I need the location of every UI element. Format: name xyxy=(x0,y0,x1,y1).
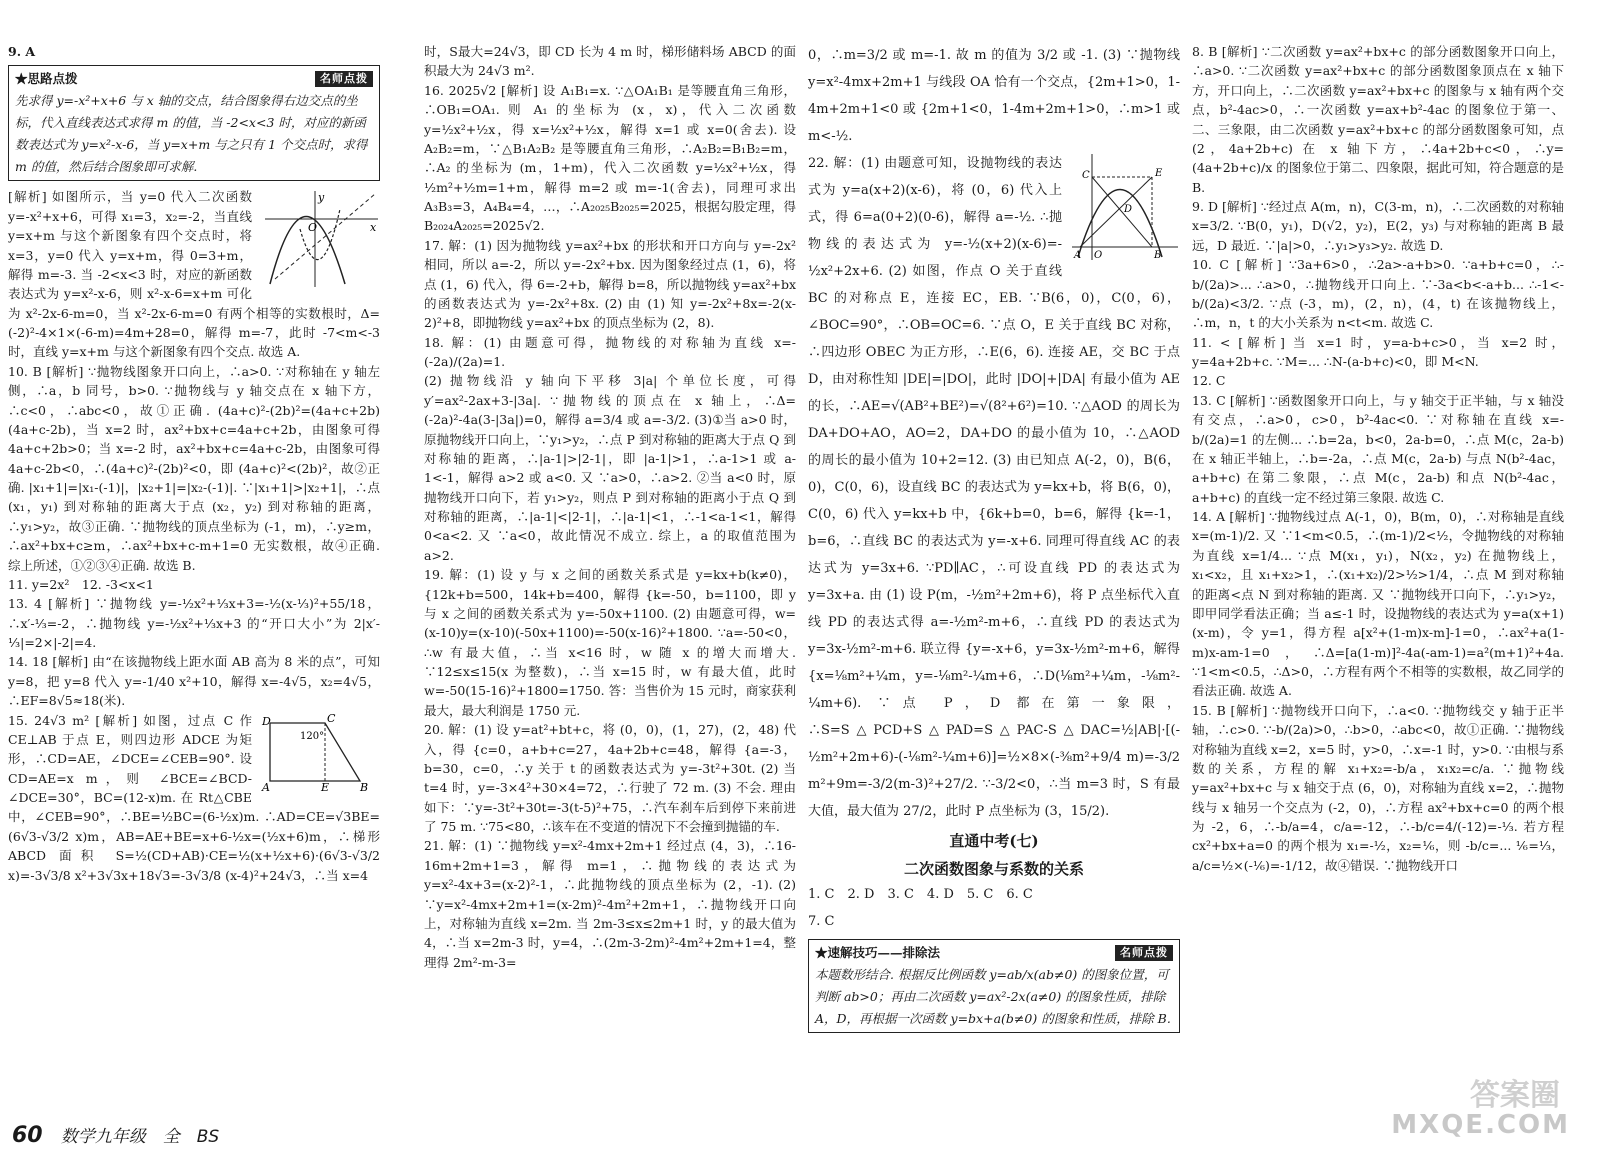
tip-badge-2: 名师点拨 xyxy=(1115,945,1173,961)
watermark-url: MXQE.COM xyxy=(1391,1110,1570,1140)
graph1-origin-label: O xyxy=(308,221,318,235)
solution-10: 10. B [解析] ∵抛物线图象开口向上，∴a>0. ∵对称轴在 y 轴左侧，∴a，b 同号，b>0. ∵抛物线与 y 轴交点在 x 轴下方，∴c<0，∴abc<0，故①正确. (4a+c)²-(2b)²=(4a+c+2b)(4a+c-2b)，当 x=2 时，ax²+bx+c=4a+c+2b，由图象可得 4a+c+2b>0；当 x=-2 时，ax²+bx+c=4a+c-2b，由图象可得 4a+c-2b<0，∴(4a+c)²-(2b)²<0，即 (4a+c)²<(2b)²，故②正确. |x₁+1|=|x₁-(-1)|，|x₂+1|=|x₂-(-1)|. ∵|x₁+1|>|x₂+1|，∴点 (x₁，y₁) 到对称轴的距离大于点 (x₂，y₂) 到对称轴的距离，∴y₁>y₂，故③正确. ∵抛物线的顶点坐标为 (-1，m)，∴y≥m，∴ax²+bx+c≥m，∴ax²+bx+c-m+1=0 无实数根，故④正确. 综上所述，①②③④正确. 故选 B. xyxy=(8,363,380,573)
solution-14b: 14. A [解析] ∵抛物线过点 A(-1，0)，B(m，0)，∴对称轴是直线 x=(m-1)/2. 又 ∵1<m<0.5，∴(m-1)/2<½，令抛物线的对称轴为直线 x=1/4... ∵点 M(x₁，y₁)，N(x₂，y₂) 在抛物线上，x₁<x₂，且 x₁+x₂>1，∴(x₁+x₂)/2>½>1/4，∴点 M 到对称轴的距离<点 N 到对称轴的距离. 又 ∵抛物线开口向下，∴y₁>y₂，即甲同学看法正确；当 a≤-1 时，设抛物线的表达式为 y=a(x+1)(x-m)，令 y=1，得方程 a[x²+(1-m)x-m]-1=0，∴ax²+a(1-m)x-am-1=0，∴Δ=[a(1-m)]²-4a(-am-1)=a²(m+1)²+4a. ∵1<m<0.5，∴Δ>0，∴方程有两个不相等的实数根，故乙同学的看法正确. 故选 A. xyxy=(1192,509,1564,699)
parabola-graph-1 xyxy=(260,189,380,289)
section-title: 直通中考(七) xyxy=(949,832,1039,850)
answer-7: 7. C xyxy=(808,914,835,929)
solution-15: 15. 24√3 m² [解析] 如图，过点 C 作 CE⊥AB 于点 E，则四边形 ADCE 为矩形，∴CD=AE，∠DCE=∠CEB=90°. 设 CD=AE=x m，则 ∠BCE=∠BCD-∠DCE=30°，BC=(12-x)m. 在 Rt△CBE 中，∠CEB=90°，∴BE=½BC=(6-½x)m. ∴AD=CE=√3BE=(6√3-√3/2 x)m，AB=AE+BE=x+6-½x=(½x+6)m，∴梯形 ABCD 面积 S=½(CD+AB)·CE=½(x+½x+6)·(6√3-√3/2 x)=-3√3/8 x²+3√3x+18√3=-3√3/8 (x-4)²+24√3，∴当 x=4 xyxy=(8,712,380,883)
solution-19: 19. 解：(1) 设 y 与 x 之间的函数关系式是 y=kx+b(k≠0)，{12k+b=500，14k+b=400，解得 {k=-50，b=1100，即 y 与 x 之间的函数关系式为 y=-50x+1100. (2) 由题意可得，w=(x-10)y=(x-10)(-50x+1100)=-50(x-16)²+1800. ∵a=-50<0，∴w 有最大值，∴当 x<16 时，w 随 x 的增大而增大. ∵12≤x≤15(x 为整数)，∴当 x=15 时，w 有最大值，此时 w=-50(15-16)²+1800=1750. 答：当售价为 15 元时，商家获利最大，最大利润是 1750 元. xyxy=(424,567,796,718)
section-subtitle: 二次函数图象与系数的关系 xyxy=(903,860,1084,878)
solution-21: 21. 解：(1) ∵抛物线 y=x²-4mx+2m+1 经过点 (4，3)，∴16-16m+2m+1=3，解得 m=1，∴抛物线的表达式为 y=x²-4x+3=(x-2)²-1，∴此抛物线的顶点坐标为 (2，-1). (2) ∵y=x²-4mx+2m+1=(x-2m)²-4m²+2m+1，∴抛物线开口向上，对称轴为直线 x=2m. 当 2m-3≤x≤2m+1 时，y 的最大值为 4，∴当 x=2m-3 时，y=4，∴(2m-3-2m)²-4m²+2m+1=4，整理得 2m²-m-3= xyxy=(424,838,796,970)
book-title: 数学九年级 全 BS xyxy=(60,1127,220,1147)
graph3-d-label: D xyxy=(262,714,271,728)
graph2-o-label: O xyxy=(1094,250,1103,261)
solution-18: 18. 解：(1) 由题意可得，抛物线的对称轴为直线 x=-(-2a)/(2a)=1. xyxy=(424,334,796,369)
graph1-x-label: x xyxy=(370,221,377,235)
column-2 xyxy=(424,42,796,972)
solution-15b: 15. B [解析] ∵抛物线开口向下，∴a<0. ∵抛物线交 y 轴于正半轴，∴c>0. ∵-b/(2a)>0，∴b>0，∴abc<0，故①正确. ∵抛物线对称轴为直线 x=2，x=5 时，y>0，∴x=-1 时，y>0. ∵由根与系数的关系，方程的解 x₁+x₂=-b/a，x₁x₂=c/a. ∵抛物线 y=ax²+bx+c 与 x 轴交于点 (6，0)，对称轴为直线 x=2，∴抛物线与 x 轴另一个交点为 (-2，0)，∴方程 ax²+bx+c=0 的两个根为 -2，6，∴-b/a=4，c/a=-12，∴-b/c=4/(-12)=-⅓. 若方程 cx²+bx+a=0 的两个根为 x₁=-½，x₂=⅙，则 -b/c=... ⅙=⅓，a/c=½×(-⅙)=-1/12，故④错误. ∵抛物线开口 xyxy=(1192,702,1564,873)
answer-9: 9. A xyxy=(8,44,36,59)
tip-badge: 名师点拨 xyxy=(315,71,373,87)
column-1 xyxy=(8,42,380,885)
graph2-d-label: D xyxy=(1124,204,1133,215)
solution-18-cont: (2) 抛物线沿 y 轴向下平移 3|a| 个单位长度，可得 y′=ax²-2ax+3-|3a|. ∵抛物线的顶点在 x 轴上，∴Δ=(-2a)²-4a(3-|3a|)=0，解得 a=3/4 或 a=-3/2. (3)①当 a>0 时，原抛物线开口向上，∵y₁>y₂，∴点 P 到对称轴的距离大于点 Q 到对称轴的距离，∴|a-1|>|2-1|，即 |a-1|>1，∴a-1>1 或 a-1<-1，解得 a>2 或 a<0. 又 ∵a>0，∴a>2. ②当 a<0 时，原抛物线开口向下，若 y₁>y₂，则点 P 到对称轴的距离小于点 Q 到对称轴的距离，∴|a-1|<|2-1|，∴|a-1|<1，∴-1<a-1<1，解得 0<a<2. 又 ∵a<0，故此情况不成立. 综上，a 的取值范围为 a>2. xyxy=(424,373,796,563)
trapezoid-graph xyxy=(260,713,380,793)
solution-16: 16. 2025√2 [解析] 设 A₁B₁=x. ∵△OA₁B₁ 是等腰直角三角形，∴OB₁=OA₁. 则 A₁ 的坐标为 (x，x)，代入二次函数 y=½x²+½x，得 x=½x²+½x，解得 x=1 或 x=0(舍去). 设 A₂B₂=m，∵△B₁A₂B₂ 是等腰直角三角形，∴A₂B₂=B₁B₂=m，∴A₂ 的坐标为 (m，1+m)，代入二次函数 y=½x²+½x，得 ½m²+½m=1+m，解得 m=2 或 m=-1(舍去)，同理可求出 A₃B₃=3，A₄B₄=4，…，∴A₂₀₂₅B₂₀₂₅=2025，根据勾股定理，得 B₂₀₂₄A₂₀₂₅=2025√2. xyxy=(424,82,796,234)
solution-13: 13. 4 [解析] ∵抛物线 y=-½x²+⅓x+3=-½(x-⅓)²+55/18，∴x′-⅓=-2，∴抛物线 y=-½x²+⅓x+3 的“开口大小”为 2|x′-⅓|=2×|-2|=4. xyxy=(8,596,380,650)
solution-21-cont: 0，∴m=3/2 或 m=-1. 故 m 的值为 3/2 或 -1. (3) ∵抛物线 y=x²-4mx+2m+1 与线段 OA 恰有一个交点，{2m+1>0，1-4m+2m+1<0 或 {2m+1<0，1-4m+2m+1>0，∴m>1 或 m<-½. xyxy=(808,48,1180,144)
graph1-y-label: y xyxy=(318,191,325,205)
tip-text-2: 本题数形结合. 根据反比例函数 y=ab/x(ab≠0) 的图象位置，可判断 ab>0；再由二次函数 y=ax²-2x(a≠0) 的图象性质，排除 A，D，再根据一次函数 y=bx+a(b≠0) 的图象和性质，排除 B. xyxy=(815,967,1171,1026)
tip-text: 先求得 y=-x²+x+6 与 x 轴的交点，结合图象得右边交点的坐标，代入直线表达式求得 m 的值，当 -2<x<3 时，对应的新函数表达式为 y=x²-x-6，当 y=x+m 与之只有 1 个交点时，求得 m 的值，然后结合图象即可求解. xyxy=(15,93,368,175)
answers-1-6: 1. C 2. D 3. C 4. D 5. C 6. C xyxy=(808,887,1033,902)
tip-box-speed xyxy=(808,939,1180,1033)
solution-22: 22. 解：(1) 由题意可知，设抛物线的表达式为 y=a(x+2)(x-6)，将 (0，6) 代入上式，得 6=a(0+2)(0-6)，解得 a=-½. ∴抛物线的表达式为 y=-½(x+2)(x-6)=-½x²+2x+6. (2) 如图，作点 O 关于直线 BC 的对称点 E，连接 EC，EB. ∵B(6，0)，C(0，6)，∠BOC=90°，∴OB=OC=6. ∵点 O，E 关于直线 BC 对称，∴四边形 OBEC 为正方形，∴E(6，6). 连接 AE，交 BC 于点 D，由对称性知 |DE|=|DO|，此时 |DO|+|DA| 有最小值为 AE 的长，∴AE=√(AB²+BE²)=√(8²+6²)=10. ∵△AOD 的周长为 DA+DO+AO，AO=2，DA+DO 的最小值为 10，∴△AOD 的周长的最小值为 10+2=12. (3) 由已知点 A(-2，0)，B(6，0)，C(0，6)，设直线 BC 的表达式为 y=kx+b，将 B(6，0)，C(0，6) 代入 y=kx+b 中，{6k+b=0，b=6，解得 {k=-1，b=6，∴直线 BC 的表达式为 y=-x+6. 同理可得直线 AC 的表达式为 y=3x+6. ∵PD∥AC，∴可设直线 PD 的表达式为 y=3x+a. 由 (1) 设 P(m，-½m²+2m+6)，将 P 点坐标代入直线 PD 的表达式得 a=-½m²-m+6，∴直线 PD 的表达式为 y=3x-½m²-m+6. 联立得 {y=-x+6，y=3x-½m²-m+6，解得 {x=⅛m²+¼m，y=-⅛m²-¼m+6，∴D(⅛m²+¼m，-⅛m²-¼m+6). ∵点 P，D 都在第一象限，∴S=S△PCD+S△PAD=S△PAC-S△DAC=½|AB|·[(-½m²+2m+6)-(-⅛m²-¼m+6)]=½×8×(-⅜m²+9/4 m)=-3/2 m²+9m=-3/2(m-3)²+27/2. ∵-3/2<0，∴当 m=3 时，S 有最大值，最大值为 27/2，此时 P 点坐标为 (3，15/2). xyxy=(808,156,1180,819)
graph2-a-label: A xyxy=(1074,250,1082,261)
graph3-c-label: C xyxy=(327,712,336,725)
solution-14: 14. 18 [解析] 由“在该抛物线上距水面 AB 高为 8 米的点”，可知 y=8，把 y=8 代入 y=-1/40 x²+10，解得 x=-4√5，x₂=4√5，∴EF=8√5≈18(米). xyxy=(8,654,380,709)
tip-box-thinking xyxy=(8,65,380,181)
graph3-e-label: E xyxy=(321,780,330,793)
graph3-b-label: B xyxy=(360,780,369,793)
column-4 xyxy=(1192,42,1564,875)
graph2-e-label: E xyxy=(1155,168,1163,179)
tip-header xyxy=(15,68,373,90)
graph2-c-label: C xyxy=(1082,170,1090,181)
column-3 xyxy=(808,42,1180,1039)
graph3-angle-label: 120° xyxy=(300,730,325,742)
solution-10b: 10. C [解析] ∵3a+6>0，∴2a>-a+b>0. ∵a+b+c=0，∴-b/(2a)>... ∴a>0，∴抛物线开口向上. ∵-3a<b<-a+b... ∴-1<-b/(2a)<3/2. ∵点 (-3，m)，(2，n)，(4，t) 在该抛物线上，∴m，n，t 的大小关系为 n<t<m. 故选 C. xyxy=(1192,257,1564,331)
solution-20: 20. 解：(1) 设 y=at²+bt+c，将 (0，0)，(1，27)，(2，48) 代入，得 {c=0，a+b+c=27，4a+2b+c=48，解得 {a=-3，b=30，c=0，∴y 关于 t 的函数表达式为 y=-3t²+30t. (2) 当 t=4 时，y=-3×4²+30×4=72，∴行驶了 72 m. (3) 不会. 理由如下：∵y=-3t²+30t=-3(t-5)²+75，∴汽车刹车后到停下来前进了 75 m. ∵75<80，∴该车在不变道的情况下不会撞到抛锚的车. xyxy=(424,722,796,834)
tip-label: ★思路点拨 xyxy=(15,71,78,87)
answer-12b: 12. C xyxy=(1192,373,1226,389)
solution-13b: 13. C [解析] ∵函数图象开口向上，与 y 轴交于正半轴，与 x 轴没有交点，∴a>0，c>0，b²-4ac<0. ∵对称轴在直线 x=-b/(2a)=1 的左侧... ∴b=2a，b<0，2a-b=0，∴点 M(c，2a-b) 在 x 轴正半轴上，∴b=-2a，∴点 M(c，2a-b) 与点 N(b²-4ac，a+b+c) 在第二象限，∴点 M(c，2a-b) 和点 N(b²-4ac，a+b+c) 的直线一定不经过第三象限. 故选 C. xyxy=(1192,392,1564,505)
graph3-a-label: A xyxy=(262,780,270,793)
solution-11b: 11. < [解析] 当 x=1 时，y=a-b+c>0，当 x=2 时，y=4a+2b+c. ∵M=... ∴N-(a-b+c)<0，即 M<N. xyxy=(1192,334,1564,369)
solution-17: 17. 解：(1) 因为抛物线 y=ax²+bx 的形状和开口方向与 y=-2x² 相同，所以 a=-2，所以 y=-2x²+bx. 因为图象经过点 (1，6)，将点 (1，6) 代入，得 6=-2+b，解得 b=8，所以抛物线 y=ax²+bx 的函数表达式为 y=-2x²+8x. (2) 由 (1) 知 y=-2x²+8x=-2(x-2)²+8，即抛物线 y=ax²+bx 的顶点坐标为 (2，8). xyxy=(424,237,796,331)
tip-header-2 xyxy=(815,942,1173,964)
graph2-b-label: B xyxy=(1154,250,1162,261)
solution-8: 8. B [解析] ∵二次函数 y=ax²+bx+c 的部分函数图象开口向上，∴a>0. ∵二次函数 y=ax²+bx+c 的部分函数图象顶点在 x 轴下方，开口向上，∴二次函数 y=ax²+bx+c 的图象与 x 轴有两个交点，b²-4ac>0，∴一次函数 y=ax+b²-4ac 的图象位于第一、二、三象限，由二次函数 y=ax²+bx+c 的部分函数图象可知，点 (2，4a+2b+c) 在 x 轴下方，∴4a+2b+c<0，∴y=(4a+2b+c)/x 的图象位于第二、四象限，据此可知，符合题意的是 B. xyxy=(1192,44,1564,195)
watermark-logo: 答案圈 xyxy=(1470,1078,1560,1113)
page-number: 60 xyxy=(12,1123,43,1148)
page-footer xyxy=(12,1122,219,1152)
solution-9b: 9. D [解析] ∵经过点 A(m，n)，C(3-m，n)，∴二次函数的对称轴 x=3/2. ∵B(0，y₁)，D(√2，y₂)，E(2，y₃) 与对称轴的距离 B 最远，D 最近. ∵|a|>0，∴y₁>y₃>y₂. 故选 D. xyxy=(1192,199,1564,253)
tip-label-2: ★速解技巧——排除法 xyxy=(815,945,941,960)
parabola-graph-2 xyxy=(1070,152,1180,262)
answers-11-12: 11. y=2x² 12. -3<x<1 xyxy=(8,576,154,592)
solution-9: [解析] 如图所示，当 y=0 代入二次函数 y=-x²+x+6，可得 x₁=3，x₂=-2，当直线 y=x+m 与这个新图象有四个交点时，将 x=3，y=0 代入 y=x+m，得 0=3+m，解得 m=-3. 当 -2<x<3 时，对应的新函数表达式为 y=x²-x-6，则 x²-x-6=x+m 可化为 x²-2x-6-m=0，当 x²-2x-6-m=0 有两个相等的实数根时，Δ=(-2)²-4×1×(-6-m)=4m+28=0，解得 m=-7，此时 -7<m<-3 时，直线 y=x+m 与这个新图象有四个交点. 故选 A. xyxy=(8,189,380,360)
solution-15-cont: 时，S最大=24√3，即 CD 长为 4 m 时，梯形储料场 ABCD 的面积最大为 24√3 m². xyxy=(424,44,796,79)
